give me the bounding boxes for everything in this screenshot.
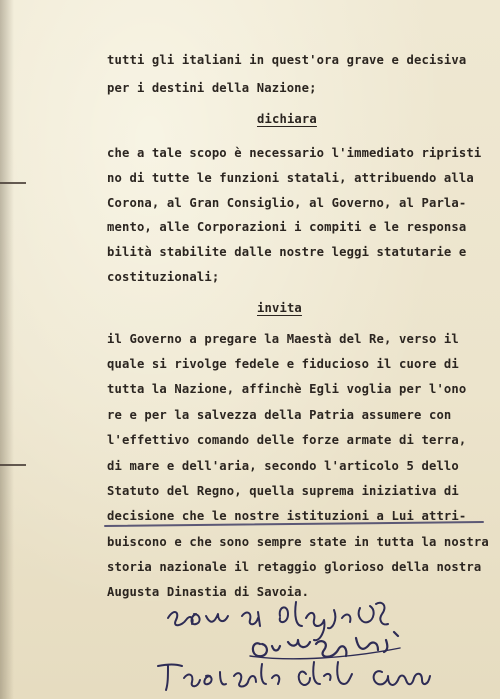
text-line: quale si rivolge fedele e fiducioso il cuore di (107, 357, 459, 371)
text-line: bilità stabilite dalle nostre leggi statutarie e (107, 245, 467, 259)
text-line: mento, alle Corporazioni i compiti e le responsa (107, 220, 467, 234)
text-line: no di tutte le funzioni statali, attribuendo alla (107, 171, 474, 185)
margin-mark (0, 182, 26, 184)
text-line: di mare e dell'aria, secondo l'articolo 5 dello (107, 459, 459, 473)
text-line: per i destini della Nazione; (107, 81, 317, 95)
text-line: Statuto del Regno, quella suprema iniziativa di (107, 484, 459, 498)
text-line: storia nazionale il retaggio glorioso della nostra (107, 560, 482, 574)
text-line: Corona, al Gran Consiglio, al Governo, al Parla- (107, 196, 467, 210)
text-line: re e per la salvezza della Patria assumere con (107, 408, 452, 422)
text-line: l'effettivo comando delle forze armate di terra, (107, 433, 467, 447)
section-heading-invita: invita (257, 301, 302, 315)
margin-mark (0, 464, 26, 466)
text-line: costituzionali; (107, 270, 220, 284)
text-line: tutti gli italiani in quest'ora grave e decisiva (107, 53, 467, 67)
text-line: Augusta Dinastia di Savoia. (107, 585, 310, 599)
text-line: tutta la Nazione, affinchè Egli voglia per l'ono (107, 382, 467, 396)
handwritten-signature (150, 592, 490, 699)
text-line: che a tale scopo è necessario l'immediato ripristi (107, 146, 482, 160)
text-line: il Governo a pregare la Maestà del Re, verso il (107, 332, 459, 346)
section-heading-dichiara: dichiara (257, 112, 317, 126)
page-edge-shadow (0, 0, 14, 699)
text-line: decisione che le nostre istituzioni a Lui attri- (107, 509, 467, 523)
text-line: buiscono e che sono sempre state in tutta la nostra (107, 535, 489, 549)
